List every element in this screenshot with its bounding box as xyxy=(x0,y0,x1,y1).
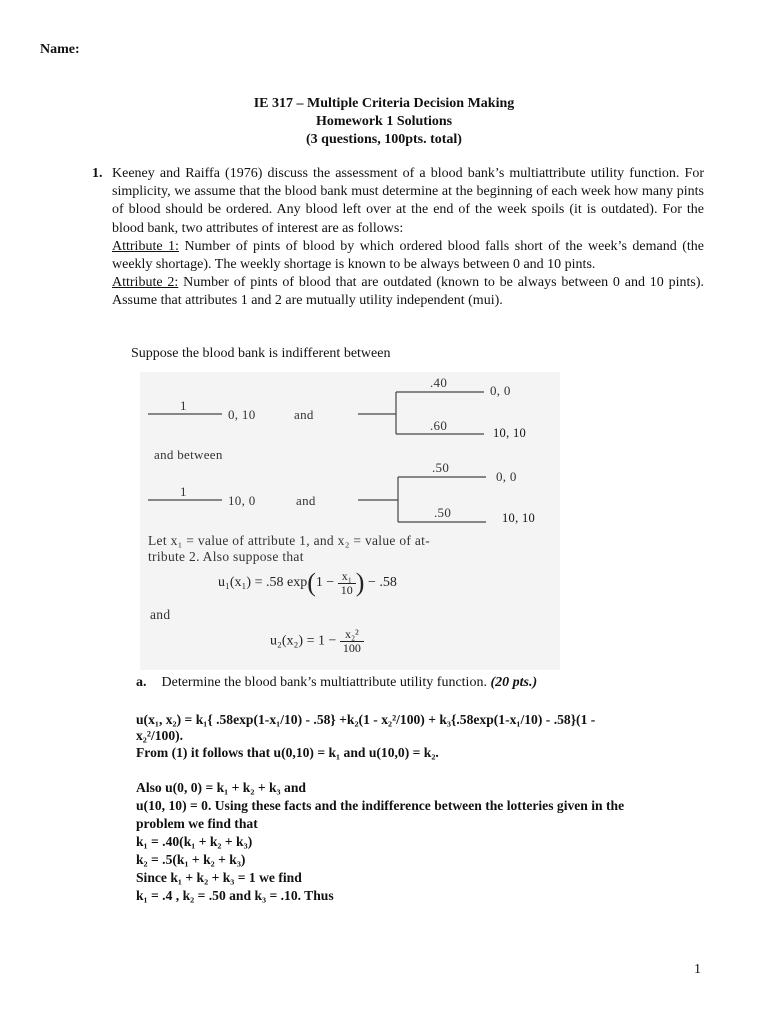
u1-lhs: u₁(x₁) = .58 exp xyxy=(218,575,308,591)
lottery-diagram xyxy=(140,372,560,670)
part-a-label: a. xyxy=(136,675,147,690)
part-a-text: Determine the blood bank’s multiattribute utility function. xyxy=(161,675,487,690)
solution-line-9: Since k₁ + k₂ + k₃ = 1 we find xyxy=(136,870,302,885)
u1-numerator: x₁ xyxy=(338,570,356,584)
solution-line-2: x₂²/100). xyxy=(136,728,184,743)
indifferent-statement: Suppose the blood bank is indifferent between xyxy=(131,346,391,361)
name-label: Name: xyxy=(40,42,80,57)
and-2: and xyxy=(296,493,316,508)
prob-bottom-2: .50 xyxy=(434,505,452,520)
u2-numerator: x₂² xyxy=(340,628,364,642)
outcome-bottom-1: 10, 10 xyxy=(493,426,527,440)
question-1 xyxy=(92,165,704,311)
outcome-top-2: 0, 0 xyxy=(496,469,517,484)
u1-one-minus: 1 − xyxy=(315,575,335,591)
outcome-bottom-2: 10, 10 xyxy=(502,511,536,525)
outcome-top-1: 0, 0 xyxy=(490,383,511,398)
u1-formula xyxy=(218,568,397,598)
sure-outcome-1: 0, 10 xyxy=(228,407,256,422)
let-statement-line2: tribute 2. Also suppose that xyxy=(148,549,304,564)
attribute-1 xyxy=(112,238,704,274)
and-word: and xyxy=(150,607,171,622)
u1-close-paren: ) xyxy=(355,568,365,597)
attribute-2-label: Attribute 2: xyxy=(112,275,179,291)
u1-open-paren: ( xyxy=(307,568,316,597)
u2-denominator: 100 xyxy=(342,641,361,655)
solution-line-4: Also u(0, 0) = k₁ + k₂ + k₃ and xyxy=(136,780,306,795)
u1-fraction xyxy=(338,570,356,597)
page-number: 1 xyxy=(694,962,701,977)
and-between: and between xyxy=(154,447,223,462)
attribute-2-text: Number of pints of blood that are outdated (known to be always between 0 and 10 pints). Assume that attributes 1 and 2 are mutually utility independent (mui). xyxy=(112,275,704,309)
u2-lhs: u₂(x₂) = 1 − xyxy=(270,633,337,649)
and-1: and xyxy=(294,407,314,422)
solution-line-7: k₁ = .40(k₁ + k₂ + k₃) xyxy=(136,834,253,849)
solution-line-5: u(10, 10) = 0. Using these facts and the indifference between the lotteries given in the xyxy=(136,798,625,813)
u2-fraction xyxy=(340,628,364,655)
points-summary: (3 questions, 100pts. total) xyxy=(306,132,462,147)
attribute-2 xyxy=(112,274,704,310)
solution-line-1: u(x₁, x₂) = k₁{ .58exp(1-x₁/10) - .58} +k₂(1 - x₂²/100) + k₃{.58exp(1-x₁/10) - .58}(1 - xyxy=(136,712,596,727)
part-a xyxy=(136,674,537,692)
solution-line-10: k₁ = .4 , k₂ = .50 and k₃ = .10. Thus xyxy=(136,888,334,903)
lottery-figure xyxy=(140,372,560,670)
prob-top-1: .40 xyxy=(430,375,448,390)
solution-line-3: From (1) it follows that u(0,10) = k₁ and u(10,0) = k₂. xyxy=(136,745,439,760)
let-statement-line1: Let x₁ = value of attribute 1, and x₂ = value of at- xyxy=(148,533,431,548)
solution-line-6: problem we find that xyxy=(136,816,258,831)
u1-denominator: 10 xyxy=(340,582,353,597)
course-title: IE 317 – Multiple Criteria Decision Making xyxy=(253,96,515,111)
prob-top-2: .50 xyxy=(432,460,450,475)
attribute-1-label: Attribute 1: xyxy=(112,238,179,254)
solution-line-8: k₂ = .5(k₁ + k₂ + k₃) xyxy=(136,852,246,867)
sure-prob-1: 1 xyxy=(180,398,187,413)
attribute-1-text: Number of pints of blood by which ordered blood falls short of the week’s demand (the weekly shortage). The weekly shortage is known to be always between 0 and 10 pints. xyxy=(112,238,704,273)
sure-outcome-2: 10, 0 xyxy=(228,493,256,508)
u2-formula xyxy=(270,628,364,655)
u1-tail: − .58 xyxy=(367,575,397,591)
prob-bottom-1: .60 xyxy=(430,418,448,433)
sure-prob-2: 1 xyxy=(180,484,187,499)
question-number: 1. xyxy=(92,166,103,181)
question-intro: Keeney and Raiffa (1976) discuss the assessment of a blood bank’s multiattribute utility function. For simplicity, we assume that the blood bank must determine at the beginning of each week how many pints of blood should be ordered. Any blood left over at the end of the week spoils (it is outdated). For the blood bank, two attributes of interest are as follows: xyxy=(112,166,704,236)
part-a-points: (20 pts.) xyxy=(490,675,538,690)
document-subtitle: Homework 1 Solutions xyxy=(315,114,453,129)
